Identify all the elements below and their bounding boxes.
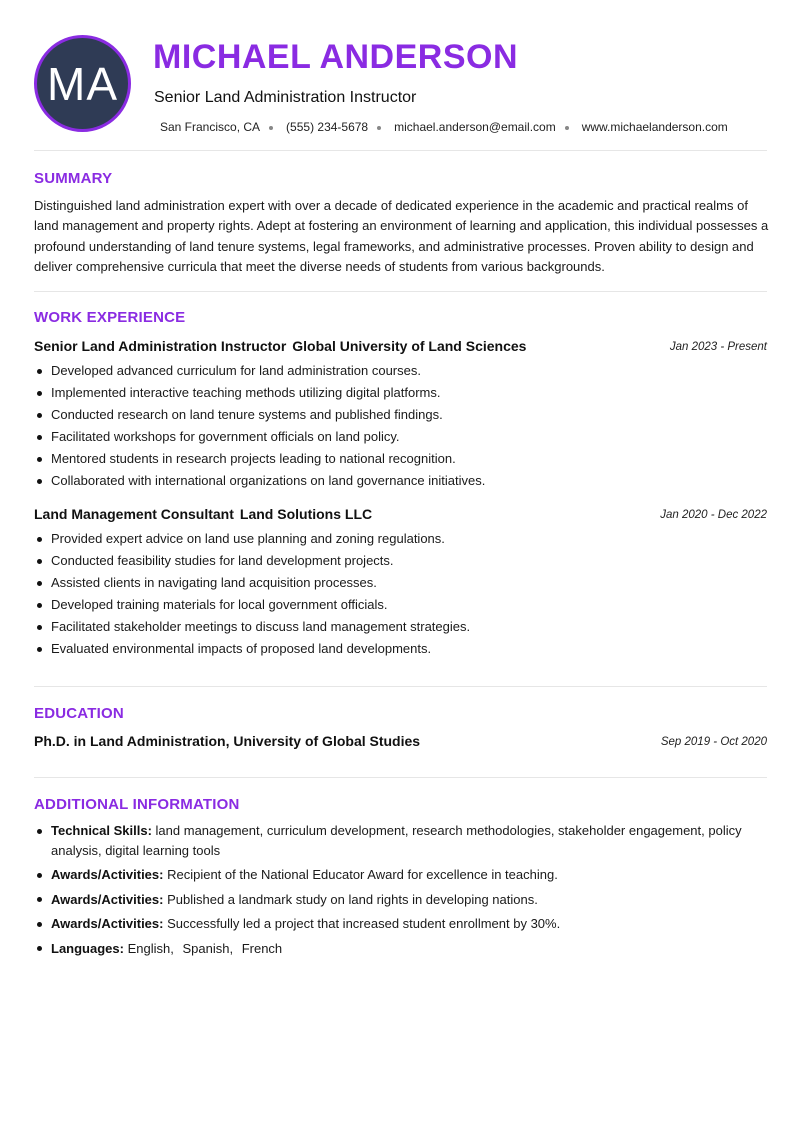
job-company: Land Solutions LLC — [239, 506, 373, 522]
summary-text: Distinguished land administration expert with over a decade of dedicated experience in the academic and practical realms of land management and property rights. Adept at fostering an environment of learning and application, this individual possesses a profound understanding of land tenure systems, legal frameworks, and administrative processes. Proven ability to design and deliver comprehensive curricula that meet the diverse needs of students from various backgrounds. — [34, 198, 769, 274]
divider — [34, 777, 767, 778]
job-company: Global University of Land Sciences — [292, 338, 527, 354]
list-item: Provided expert advice on land use planning and zoning regulations. — [34, 528, 764, 550]
list-item: Conducted research on land tenure systems and published findings. — [34, 404, 764, 426]
language: English, — [127, 940, 174, 956]
job-header — [34, 338, 526, 354]
additional-heading: ADDITIONAL INFORMATION — [34, 796, 240, 813]
divider — [34, 686, 767, 687]
contact-website[interactable]: www.michaelanderson.com — [581, 120, 728, 134]
list-item: Facilitated workshops for government officials on land policy. — [34, 426, 764, 448]
item-label: Technical Skills: — [51, 823, 152, 838]
list-item: Mentored students in research projects leading to national recognition. — [34, 448, 764, 470]
item-text: land management, curriculum development, research methodologies, stakeholder engagement, policy analysis, digital learning tools — [51, 823, 742, 858]
list-item: Assisted clients in navigating land acquisition processes. — [34, 572, 764, 594]
item-text: Published a landmark study on land rights in developing nations. — [167, 891, 538, 907]
candidate-name: MICHAEL ANDERSON — [153, 38, 519, 76]
item-label: Awards/Activities: — [51, 891, 164, 907]
list-item — [34, 939, 764, 959]
education-heading: EDUCATION — [34, 705, 124, 722]
avatar-initials: MA — [47, 57, 118, 110]
summary-heading: SUMMARY — [34, 170, 113, 187]
candidate-title: Senior Land Administration Instructor — [154, 89, 417, 106]
list-item — [34, 821, 764, 860]
experience-heading: WORK EXPERIENCE — [34, 309, 186, 326]
item-label: Awards/Activities: — [51, 916, 164, 931]
list-item: Developed advanced curriculum for land administration courses. — [34, 360, 764, 382]
list-item: Evaluated environmental impacts of proposed land developments. — [34, 638, 764, 660]
avatar — [34, 35, 131, 132]
education-dates: Sep 2019 - Oct 2020 — [660, 736, 767, 748]
contact-bar — [160, 120, 728, 134]
list-item: Implemented interactive teaching methods utilizing digital platforms. — [34, 382, 764, 404]
item-text: Recipient of the National Educator Award for excellence in teaching. — [167, 867, 558, 882]
list-item — [34, 914, 764, 934]
contact-location: San Francisco, CA — [160, 120, 261, 134]
list-item — [34, 865, 764, 885]
job-role: Senior Land Administration Instructor — [34, 338, 287, 354]
list-item: Facilitated stakeholder meetings to discuss land management strategies. — [34, 616, 764, 638]
contact-email[interactable]: michael.anderson@email.com — [394, 120, 556, 134]
additional-list — [34, 821, 764, 963]
job-bullets — [34, 528, 764, 660]
list-item: Developed training materials for local government officials. — [34, 594, 764, 616]
divider — [34, 150, 767, 151]
job-role: Land Management Consultant — [34, 506, 234, 522]
job-bullets — [34, 360, 764, 492]
divider — [34, 291, 767, 292]
language: Spanish, — [182, 940, 234, 956]
language: French — [241, 940, 283, 956]
list-item — [34, 890, 764, 910]
item-text: Successfully led a project that increased student enrollment by 30%. — [167, 916, 561, 931]
languages-label: Languages: — [51, 940, 124, 956]
list-item: Conducted feasibility studies for land development projects. — [34, 550, 764, 572]
item-label: Awards/Activities: — [51, 867, 164, 882]
education-degree: Ph.D. in Land Administration, University of Global Studies — [34, 733, 421, 749]
job-dates: Jan 2020 - Dec 2022 — [660, 509, 767, 521]
separator-dot — [565, 126, 569, 130]
separator-dot — [377, 126, 381, 130]
contact-phone: (555) 234-5678 — [286, 120, 369, 134]
job-header — [34, 506, 372, 522]
job-dates: Jan 2023 - Present — [669, 341, 767, 353]
list-item: Collaborated with international organizations on land governance initiatives. — [34, 470, 764, 492]
separator-dot — [269, 126, 273, 130]
